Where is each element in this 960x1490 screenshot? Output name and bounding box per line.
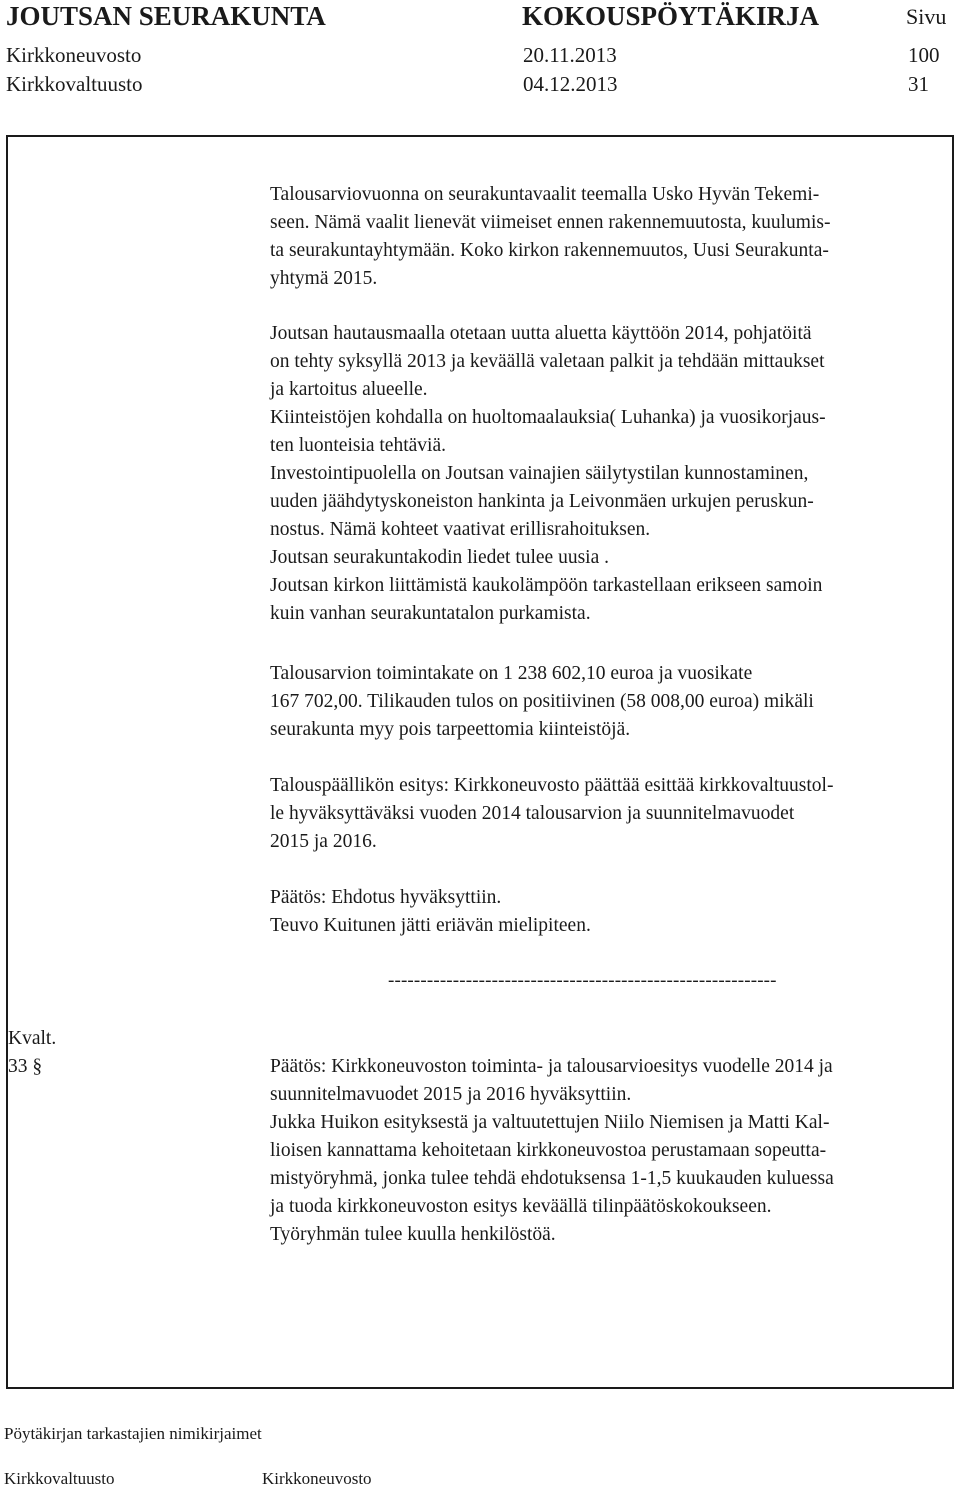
text-line: le hyväksyttäväksi vuoden 2014 talousarvion ja suunnitelmavuodet (270, 803, 795, 824)
text-line: ten luonteisia tehtäviä. (270, 435, 446, 456)
text-line: suunnitelmavuodet 2015 ja 2016 hyväksyttiin. (270, 1084, 632, 1105)
text-line: yhtymä 2015. (270, 268, 378, 289)
text-line: kuin vanhan seurakuntatalon purkamista. (270, 603, 591, 624)
text-line: Talouspäällikön esitys: Kirkkoneuvosto päättää esittää kirkkovaltuustol- (270, 775, 834, 796)
text-line: nostus. Nämä kohteet vaativat erillisrahoituksen. (270, 519, 651, 540)
text-line: Investointipuolella on Joutsan vainajien säilytystilan kunnostaminen, (270, 463, 809, 484)
text-line: on tehty syksyllä 2013 ja keväällä valetaan palkit ja tehdään mittaukset (270, 351, 825, 372)
footer-signer: Kirkkovaltuusto (4, 1469, 115, 1488)
header-body: Kirkkovaltuusto (6, 72, 143, 96)
document-type: KOKOUSPÖYTÄKIRJA (522, 1, 820, 31)
header-date: 20.11.2013 (523, 43, 617, 67)
text-line: mistyöryhmä, jonka tulee tehdä ehdotuksensa 1-1,5 kuukauden kuluessa (270, 1168, 834, 1189)
kvalt-label: Kvalt. (8, 1028, 57, 1049)
header-page: 100 (908, 43, 940, 67)
text-line: 167 702,00. Tilikauden tulos on positiivinen (58 008,00 euroa) mikäli (270, 691, 814, 712)
footer-caption: Pöytäkirjan tarkastajien nimikirjaimet (4, 1424, 262, 1443)
header-body: Kirkkoneuvosto (6, 43, 142, 67)
paragraph-budget-figures (270, 660, 960, 744)
footer-signer: Kirkkoneuvosto (262, 1469, 372, 1488)
text-line: Talousarviovuonna on seurakuntavaalit teemalla Usko Hyvän Tekemi- (270, 184, 820, 205)
text-line: Joutsan seurakuntakodin liedet tulee uusia . (270, 547, 610, 568)
text-line: lioisen kannattama kehoitetaan kirkkoneuvostoa perustamaan sopeutta- (270, 1140, 827, 1161)
org-title: JOUTSAN SEURAKUNTA (6, 1, 326, 31)
page-label: Sivu (906, 4, 947, 29)
paragraph-elections (270, 181, 960, 293)
text-line: Joutsan hautausmaalla otetaan uutta aluetta käyttöön 2014, pohjatöitä (270, 323, 812, 344)
text-line: Kiinteistöjen kohdalla on huoltomaalauksia( Luhanka) ja vuosikorjaus- (270, 407, 826, 428)
text-line: Joutsan kirkon liittämistä kaukolämpöön tarkastellaan erikseen samoin (270, 575, 823, 596)
header-page: 31 (908, 72, 929, 96)
text-line: ta seurakuntayhtymään. Koko kirkon rakennemuutos, Uusi Seurakunta- (270, 240, 829, 261)
text-line: seurakunta myy pois tarpeettomia kiinteistöjä. (270, 719, 631, 740)
paragraph-decision (270, 884, 960, 940)
section-number: 33 § (8, 1056, 43, 1077)
paragraph-proposal (270, 772, 960, 856)
text-line: Teuvo Kuitunen jätti eriävän mielipiteen. (270, 915, 591, 936)
text-line: Päätös: Kirkkoneuvoston toiminta- ja talousarvioesitys vuodelle 2014 ja (270, 1056, 833, 1077)
text-line: ja tuoda kirkkoneuvoston esitys keväällä tilinpäätöskokoukseen. (270, 1196, 772, 1217)
text-line: 2015 ja 2016. (270, 831, 377, 852)
header-date: 04.12.2013 (523, 72, 618, 96)
paragraph-kvalt-decision (270, 1053, 960, 1249)
text-line: Talousarvion toimintakate on 1 238 602,10 euroa ja vuosikate (270, 663, 753, 684)
text-line: ja kartoitus alueelle. (270, 379, 428, 400)
separator-line: ------------------------------------------------------------ (388, 970, 777, 991)
text-line: Päätös: Ehdotus hyväksyttiin. (270, 887, 502, 908)
text-line: Jukka Huikon esityksestä ja valtuutettujen Niilo Niemisen ja Matti Kal- (270, 1112, 830, 1133)
paragraph-properties (270, 320, 960, 628)
text-line: seen. Nämä vaalit lienevät viimeiset ennen rakennemuutosta, kuulumis- (270, 212, 831, 233)
text-line: Työryhmän tulee kuulla henkilöstöä. (270, 1224, 556, 1245)
text-line: uuden jäähdytyskoneiston hankinta ja Leivonmäen urkujen peruskun- (270, 491, 814, 512)
